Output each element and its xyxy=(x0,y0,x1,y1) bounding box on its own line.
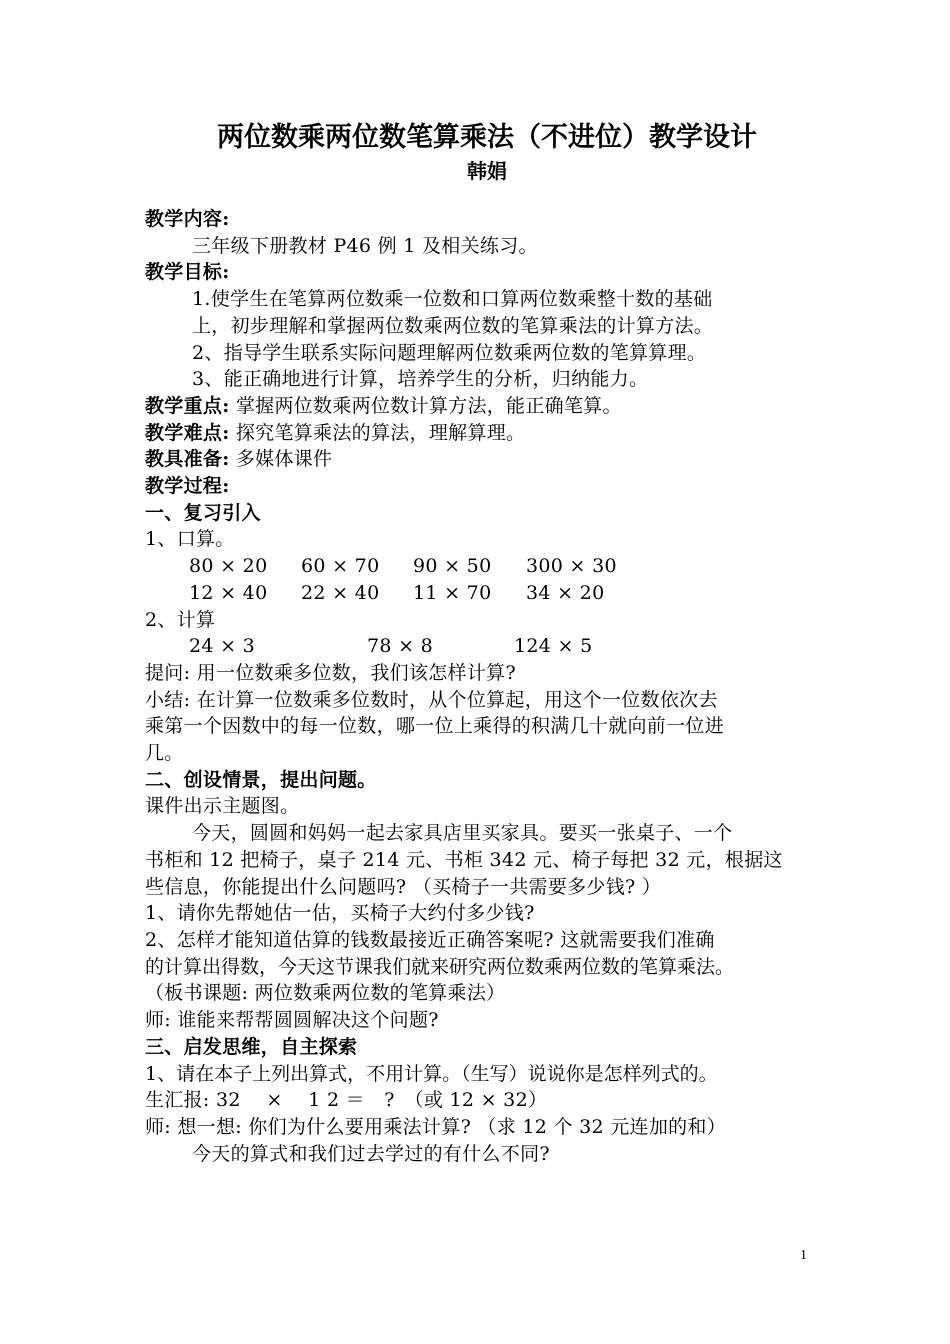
goal-1-line-b: 上，初步理解和掌握两位数乘两位数的笔算乘法的计算方法。 xyxy=(192,314,714,337)
calc-item: 78 × 8 xyxy=(367,635,434,658)
section-3-heading: 三、启发思维，自主探索 xyxy=(145,1035,358,1058)
s3-paragraph-3: 师: 想一想: 你们为什么要用乘法计算? （求 12 个 32 元连加的和） xyxy=(145,1115,727,1138)
goals-heading: 教学目标: xyxy=(145,261,230,284)
goal-1-line-a: 1.使学生在笔算两位数乘一位数和口算两位数乘整十数的基础 xyxy=(192,288,713,311)
s2-question-2a: 2、怎样才能知道估算的钱数最接近正确答案呢? 这就需要我们准确 xyxy=(145,928,715,951)
process-heading: 教学过程: xyxy=(145,475,230,498)
key-point xyxy=(145,393,825,420)
goal-2: 2、指导学生联系实际问题理解两位数乘两位数的笔算算理。 xyxy=(192,341,707,364)
summary-line-a: 小结: 在计算一位数乘多位数时，从个位算起，用这个一位数依次去 xyxy=(145,688,718,711)
oral-item: 60 × 70 xyxy=(301,555,380,578)
s2-paragraph-1: 课件出示主题图。 xyxy=(145,795,300,818)
key-label: 教学重点: xyxy=(145,394,230,417)
difficulty-text: 探究笔算乘法的算法，理解算理。 xyxy=(235,421,526,444)
tools-point xyxy=(145,446,825,473)
section-1-heading: 一、复习引入 xyxy=(145,501,261,524)
oral-item: 12 × 40 xyxy=(189,581,268,604)
difficulty-label: 教学难点: xyxy=(145,421,230,444)
content-heading: 教学内容: xyxy=(145,208,230,230)
s2-question-2b: 的计算出得数，今天这节课我们就来研究两位数乘两位数的笔算乘法。 xyxy=(145,955,735,978)
document-page xyxy=(145,120,825,1167)
s3-paragraph-4: 今天的算式和我们过去学过的有什么不同? xyxy=(192,1142,550,1165)
s2-paragraph-2b: 书柜和 12 把椅子，桌子 214 元、书柜 342 元、椅子每把 32 元，根据这 xyxy=(145,848,783,871)
s2-question-1: 1、请你先帮她估一估，买椅子大约付多少钱? xyxy=(145,902,535,925)
key-text: 掌握两位数乘两位数计算方法，能正确笔算。 xyxy=(235,394,622,417)
s3-paragraph-2: 生汇报: 32 × 1 2 ＝ ? （或 12 × 32） xyxy=(145,1089,548,1112)
tools-text: 多媒体课件 xyxy=(235,448,333,471)
s2-board-title: （板书课题: 两位数乘两位数的笔算乘法） xyxy=(145,982,506,1005)
difficulty-point xyxy=(145,420,825,447)
summary-line-c: 几。 xyxy=(145,742,184,765)
goal-3: 3、能正确地进行计算，培养学生的分析，归纳能力。 xyxy=(192,368,649,391)
oral-row-2 xyxy=(145,580,825,607)
question-1: 提问: 用一位数乘多位数，我们该怎样计算? xyxy=(145,661,516,684)
oral-item: 11 × 70 xyxy=(413,581,492,604)
calc-label: 2、计算 xyxy=(145,608,216,631)
section-2-heading: 二、创设情景，提出问题。 xyxy=(145,768,377,791)
page-title: 两位数乘两位数笔算乘法（不进位）教学设计 xyxy=(217,122,757,153)
calc-row xyxy=(145,633,825,660)
s2-teacher: 师: 谁能来帮帮圆圆解决这个问题? xyxy=(145,1009,439,1032)
content-text: 三年级下册教材 P46 例 1 及相关练习。 xyxy=(192,234,538,257)
oral-item: 300 × 30 xyxy=(526,555,617,578)
page-number: 1 xyxy=(800,1248,807,1263)
oral-item: 90 × 50 xyxy=(413,555,492,578)
s2-paragraph-2a: 今天，圆圆和妈妈一起去家具店里买家具。要买一张桌子、一个 xyxy=(192,822,733,845)
oral-calc-label: 1、口算。 xyxy=(145,528,235,551)
calc-item: 124 × 5 xyxy=(514,635,593,658)
tools-label: 教具准备: xyxy=(145,448,230,471)
s2-paragraph-2c: 些信息，你能提出什么问题吗? （买椅子一共需要多少钱? ） xyxy=(145,875,662,898)
oral-item: 80 × 20 xyxy=(189,555,268,578)
oral-row-1 xyxy=(145,553,825,580)
summary-line-b: 乘第一个因数中的每一位数，哪一位上乘得的积满几十就向前一位进 xyxy=(145,715,725,738)
s3-paragraph-1: 1、请在本子上列出算式，不用计算。（生写）说说你是怎样列式的。 xyxy=(145,1062,718,1085)
oral-item: 22 × 40 xyxy=(301,581,380,604)
calc-item: 24 × 3 xyxy=(189,635,256,658)
oral-item: 34 × 20 xyxy=(526,581,605,604)
author-name: 韩娟 xyxy=(467,159,507,183)
